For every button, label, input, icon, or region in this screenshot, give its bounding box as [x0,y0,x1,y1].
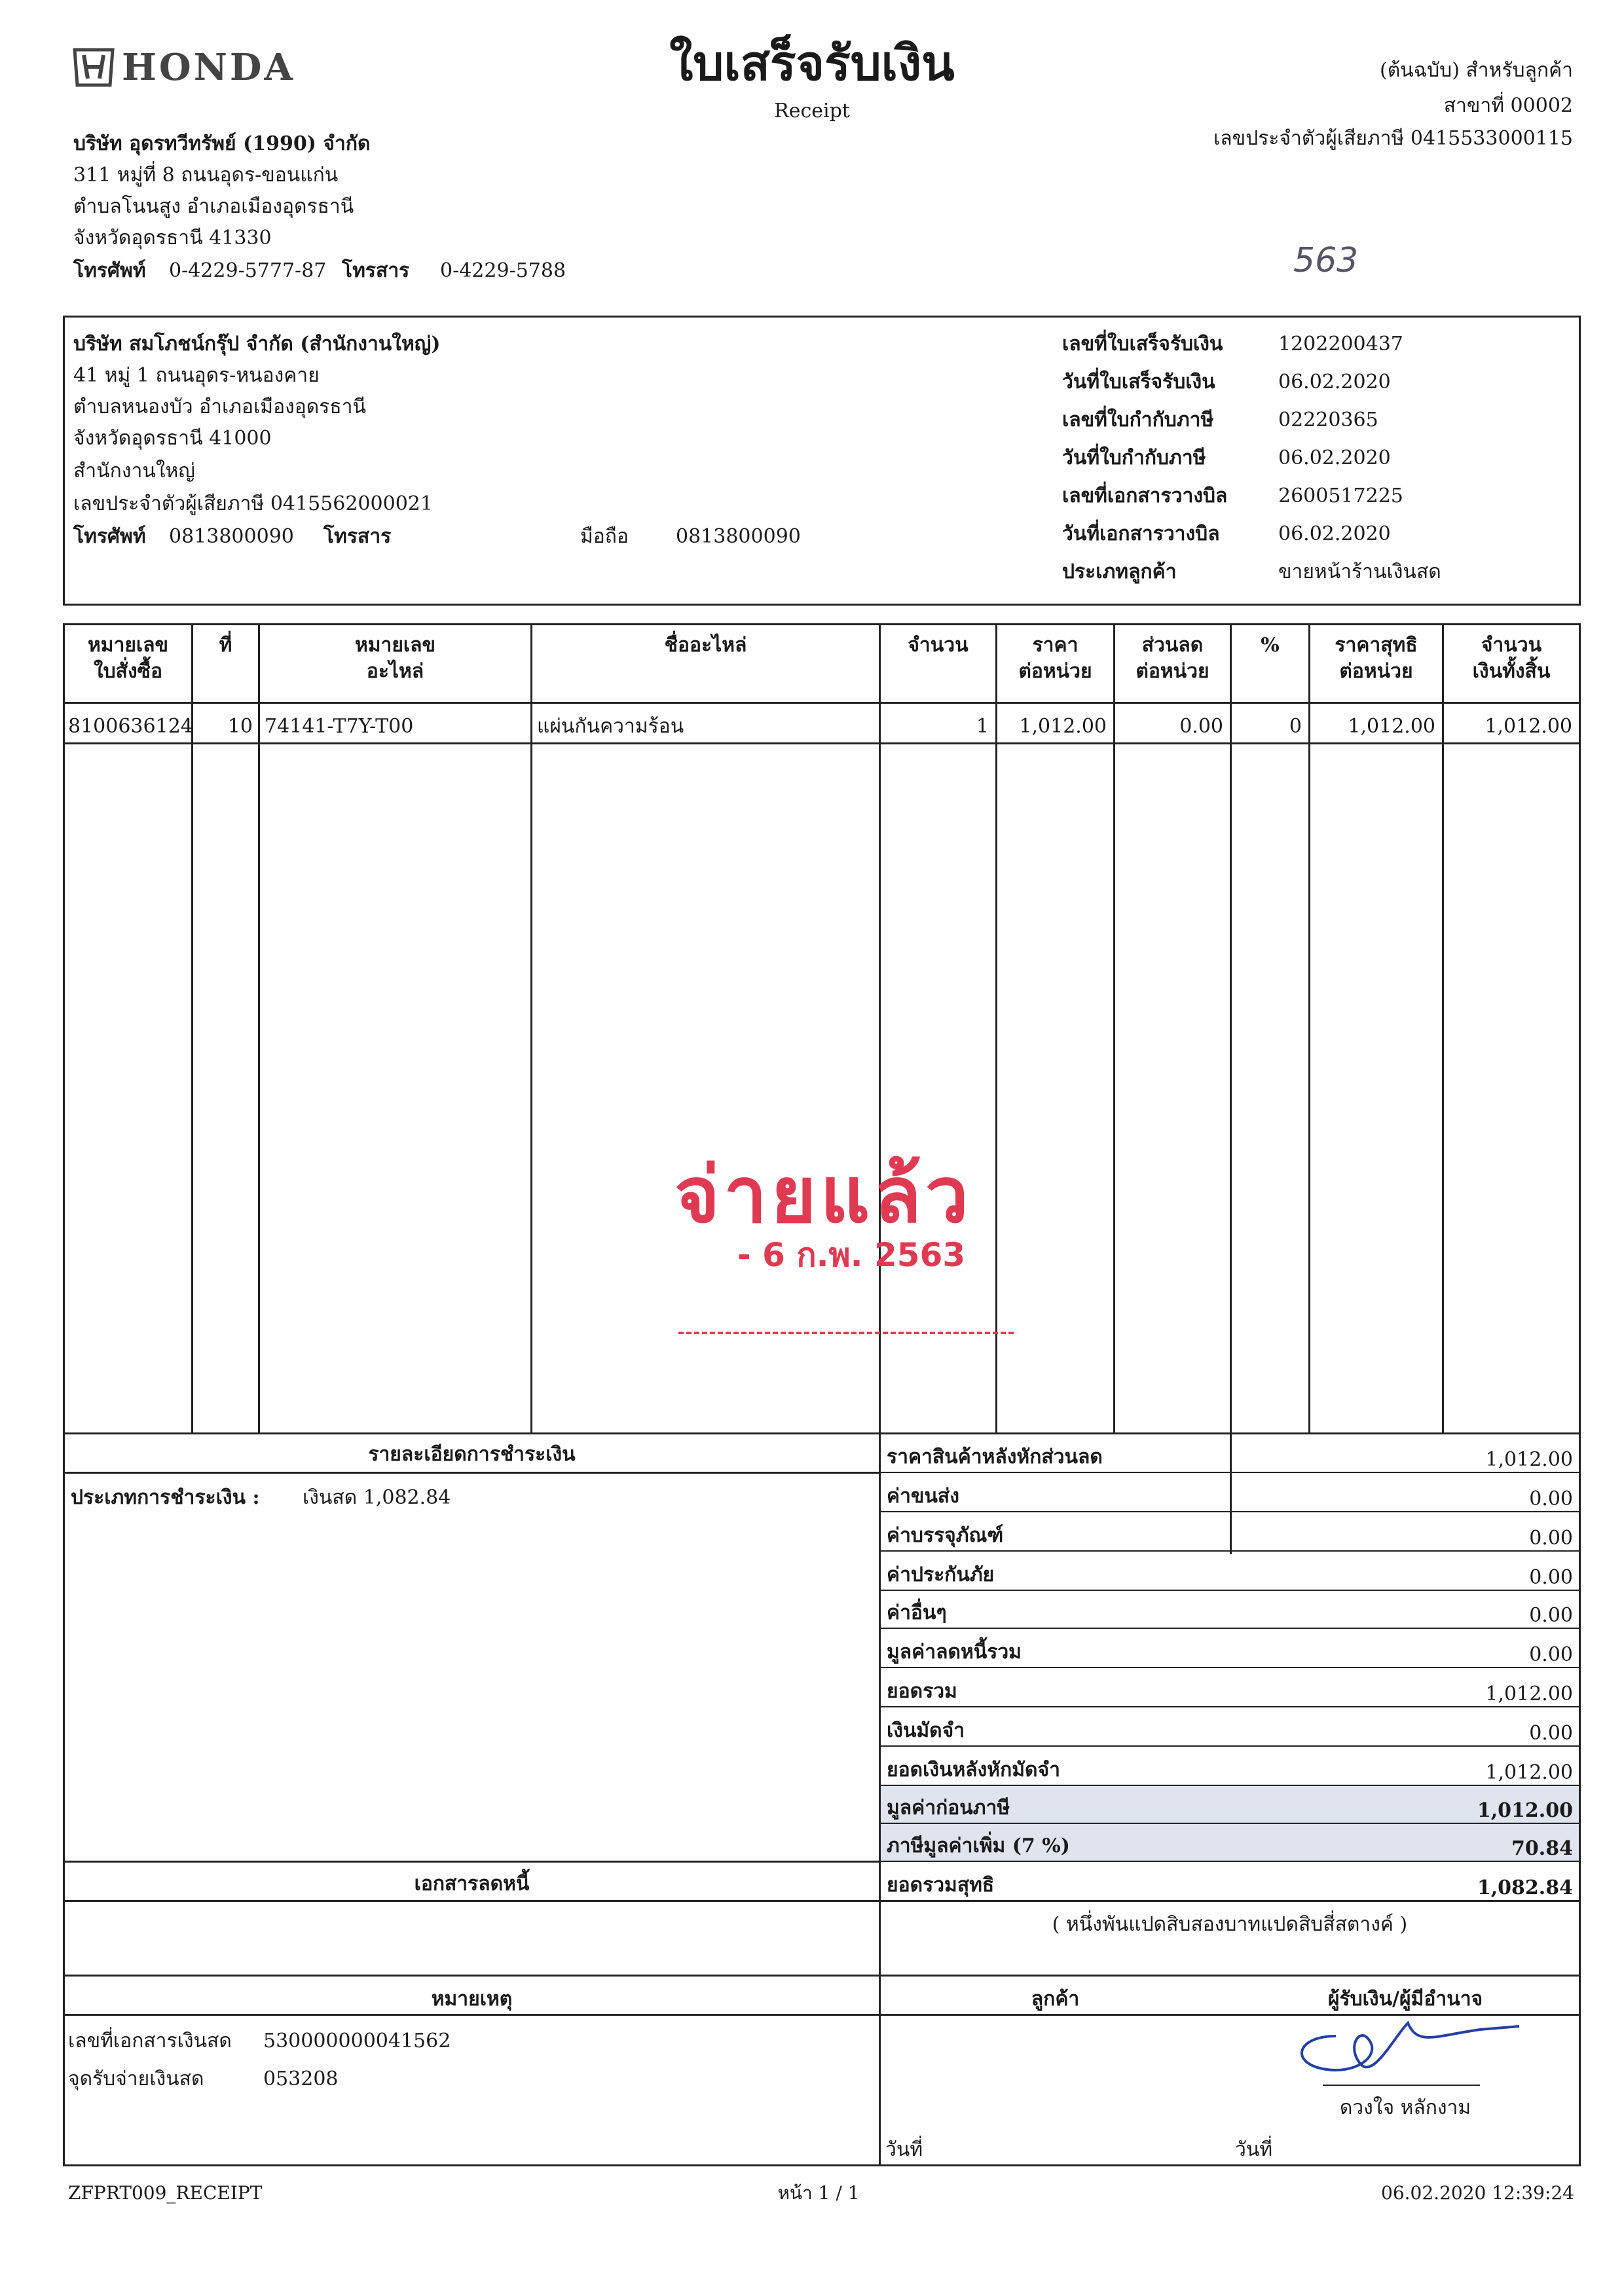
payment-section-title: รายละเอียดการชำระเงิน [368,1443,576,1466]
customer-phone-label: โทรศัพท์ [73,525,146,548]
seller-fax: 0-4229-5788 [440,259,566,282]
seller-fax-label: โทรสาร [342,259,410,282]
customer-date-label: วันที่ [885,2138,923,2161]
receipt-date-value: 06.02.2020 [1278,371,1391,393]
tax-invoice-no-label: เลขที่ใบกำกับภาษี [1062,409,1214,431]
summary-value-deposit: 0.00 [1529,1722,1573,1745]
col-po-number: หมายเลข ใบสั่งซื้อ [87,634,169,683]
col-unit-discount: ส่วนลด ต่อหน่วย [1135,634,1209,683]
summary-label-net: ราคาสินค้าหลังหักส่วนลด [887,1446,1103,1468]
paid-stamp [674,1152,1002,1349]
col-line-no: ที่ [219,634,232,657]
seller-phone-label: โทรศัพท์ [73,259,146,282]
table-top-border [63,623,1581,625]
seller-address-1: 311 หมู่ที่ 8 ถนนอุดร-ขอนแก่น [73,164,339,187]
cell-part-name: แผ่นกันความร้อน [537,715,684,738]
summary-label-total: ยอดรวม [887,1680,957,1703]
customer-address-3: จังหวัดอุดรธานี 41000 [73,427,272,450]
col-unit-price: ราคา ต่อหน่วย [1018,634,1092,683]
tax-invoice-date-label: วันที่ใบกำกับภาษี [1062,446,1206,469]
cell-percent: 0 [1289,715,1302,738]
summary-value-shipping: 0.00 [1529,1487,1573,1510]
summary-value-vat: 70.84 [1511,1837,1573,1860]
seller-tax-id: เลขประจำตัวผู้เสียภาษี 0415533000115 [1213,127,1573,150]
cash-point-value: 053208 [263,2068,339,2090]
cell-po-number: 8100636124 [68,715,193,738]
seller-phone: 0-4229-5777-87 [169,259,327,282]
footer-page: หน้า 1 / 1 [777,2182,860,2204]
summary-label-shipping: ค่าขนส่ง [887,1485,959,1508]
receiver-name: ดวงใจ หลักงาม [1339,2096,1471,2119]
summary-label-insurance: ค่าประกันภัย [887,1563,995,1586]
billing-doc-date-label: วันที่เอกสารวางบิล [1062,522,1220,545]
receipt-no-value: 1202200437 [1278,333,1403,355]
tax-invoice-date-value: 06.02.2020 [1278,446,1391,469]
summary-value-after-deposit: 1,012.00 [1485,1761,1573,1784]
summary-value-insurance: 0.00 [1529,1566,1573,1589]
doc-subtitle: Receipt [774,100,850,122]
cell-unit-discount: 0.00 [1179,715,1223,738]
billing-doc-no-value: 2600517225 [1278,484,1403,507]
summary-label-grand-total: ยอดรวมสุทธิ [887,1874,995,1897]
paid-stamp-date: - 6 ก.พ. 2563 [737,1236,966,1274]
seller-name: บริษัท อุดรทวีทรัพย์ (1990) จำกัด [73,132,371,155]
receiver-date-label: วันที่ [1235,2138,1273,2161]
customer-type-label: ประเภทลูกค้า [1062,560,1177,583]
customer-tax-id: เลขประจำตัวผู้เสียภาษี 0415562000021 [73,492,433,515]
cell-unit-price: 1,012.00 [1019,715,1107,738]
customer-office: สำนักงานใหญ่ [73,460,195,483]
summary-value-other: 0.00 [1529,1604,1573,1627]
brand-name: HONDA [122,46,295,89]
summary-label-packaging: ค่าบรรจุภัณฑ์ [887,1524,1004,1547]
customer-mobile-label: มือถือ [580,525,629,548]
customer-fax-label: โทรสาร [323,525,392,548]
seller-address-2: ตำบลโนนสูง อำเภอเมืองอุดรธานี [73,195,354,218]
cell-total-amount: 1,012.00 [1485,715,1572,738]
paid-stamp-underline [678,1332,1014,1334]
cell-net-unit-price: 1,012.00 [1348,715,1435,738]
receipt-date-label: วันที่ใบเสร็จรับเงิน [1062,371,1215,393]
receipt-no-label: เลขที่ใบเสร็จรับเงิน [1062,333,1223,355]
amount-in-words: ( หนึ่งพันแปดสิบสองบาทแปดสิบสี่สตางค์ ) [1052,1913,1408,1936]
summary-label-deposit: เงินมัดจำ [887,1719,965,1742]
honda-logo [71,45,359,90]
col-quantity: จำนวน [908,634,969,657]
summary-label-after-deposit: ยอดเงินหลังหักมัดจำ [887,1758,1060,1781]
copy-label: (ต้นฉบับ) สำหรับลูกค้า [1379,59,1573,82]
billing-doc-date-value: 06.02.2020 [1278,522,1391,545]
cash-point-label: จุดรับจ่ายเงินสด [68,2068,204,2090]
seller-address-3: จังหวัดอุดรธานี 41330 [73,227,272,249]
cash-doc-value: 530000000041562 [263,2030,451,2052]
footer-program: ZFPRT009_RECEIPT [68,2182,263,2204]
customer-address-2: ตำบลหนองบัว อำเภอเมืองอุดรธานี [73,395,367,418]
col-part-name: ชื่ออะไหล่ [664,634,747,657]
cash-doc-label: เลขที่เอกสารเงินสด [68,2030,232,2052]
doc-title: ใบเสร็จรับเงิน [669,35,955,92]
summary-value-total: 1,012.00 [1485,1683,1573,1705]
col-net-unit-price: ราคาสุทธิ ต่อหน่วย [1335,634,1418,683]
honda-wing-icon [71,46,117,89]
customer-mobile: 0813800090 [676,525,801,548]
summary-value-pre-tax: 1,012.00 [1477,1799,1573,1822]
signature-mark [1283,2010,1532,2082]
footer-printed-at: 06.02.2020 12:39:24 [1381,2182,1574,2204]
col-percent: % [1261,634,1280,657]
receiver-signature-title: ผู้รับเงิน/ผู้มีอำนาจ [1327,1988,1483,2011]
summary-label-other: ค่าอื่นๆ [887,1601,947,1624]
customer-name: บริษัท สมโภชน์กรุ๊ป จำกัด (สำนักงานใหญ่) [73,333,441,355]
credit-note-title: เอกสารลดหนี้ [414,1872,530,1895]
customer-phone: 0813800090 [169,525,294,548]
payment-type-value: เงินสด 1,082.84 [303,1486,451,1509]
customer-type-value: ขายหน้าร้านเงินสด [1278,560,1441,583]
customer-address-1: 41 หมู่ 1 ถนนอุดร-หนองคาย [73,364,320,387]
tax-invoice-no-value: 02220365 [1278,409,1378,431]
summary-value-packaging: 0.00 [1529,1527,1573,1550]
handwritten-note: 563 [1293,241,1359,280]
summary-label-credit-total: มูลค่าลดหนี้รวม [887,1641,1022,1664]
cell-quantity: 1 [976,715,989,738]
paid-stamp-text: จ่ายแล้ว [674,1150,973,1240]
col-part-number: หมายเลข อะไหล่ [354,634,436,683]
col-total-amount: จำนวน เงินทั้งสิ้น [1472,634,1551,683]
summary-value-grand-total: 1,082.84 [1477,1876,1573,1899]
billing-doc-no-label: เลขที่เอกสารวางบิล [1062,484,1228,507]
summary-value-credit-total: 0.00 [1529,1643,1573,1666]
summary-value-net: 1,012.00 [1485,1448,1573,1471]
cell-part-number: 74141-T7Y-T00 [265,715,414,738]
customer-signature-title: ลูกค้า [1031,1988,1080,2011]
summary-label-vat: ภาษีมูลค่าเพิ่ม (7 %) [887,1834,1070,1857]
remarks-title: หมายเหตุ [431,1988,513,2011]
branch-number: สาขาที่ 00002 [1443,94,1573,117]
summary-label-pre-tax: มูลค่าก่อนภาษี [887,1796,1010,1819]
payment-type-label: ประเภทการชำระเงิน : [71,1486,260,1509]
cell-line-no: 10 [227,715,253,738]
